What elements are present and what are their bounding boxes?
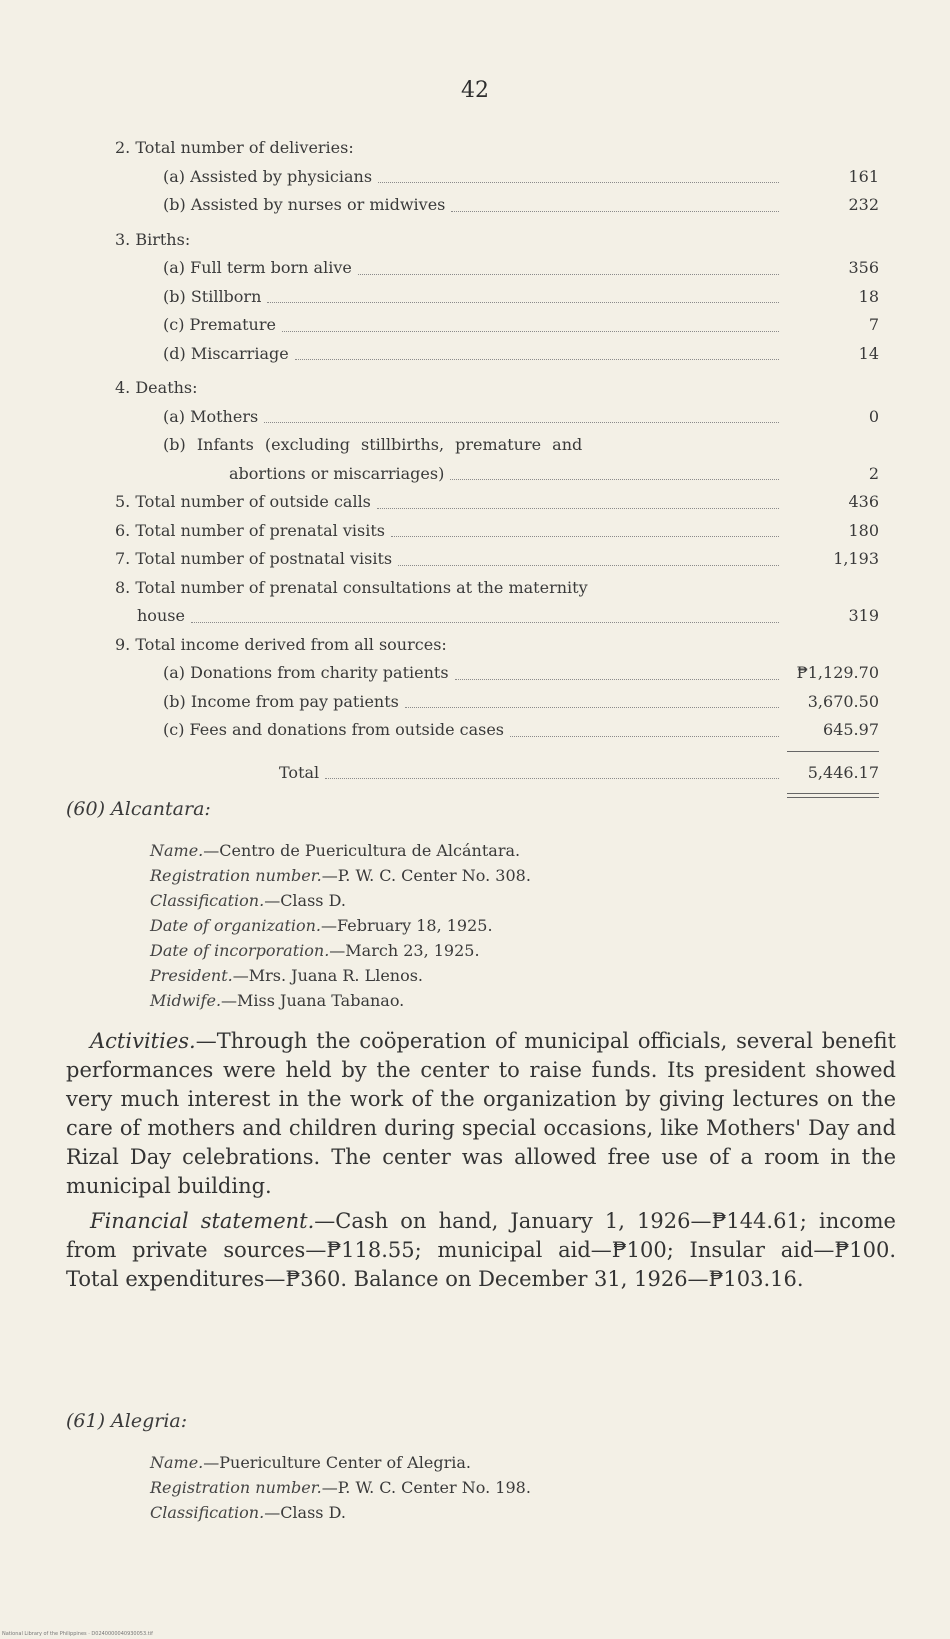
paragraph-text: —Through the coöperation of municipal officials, several benefit performances were held by the center to raise funds. Its president showed very much interest in the work of the organization by giving lectures on the care of mothers and children during special occasions, like Mothers' Day and Rizal Day celebrations. The center was allowed free use of a room in the municipal building. (66, 1029, 896, 1198)
stat-value: 645.97 (823, 720, 879, 739)
stat-label: (b) Stillborn (163, 286, 262, 306)
stat-row (89, 659, 879, 688)
dot-leader (378, 182, 779, 183)
info-value: —P. W. C. Center No. 308. (321, 866, 531, 885)
info-value: —February 18, 1925. (321, 916, 493, 935)
stat-row (89, 602, 879, 631)
statistics-table (89, 134, 879, 801)
stat-label: (c) Fees and donations from outside cases (163, 720, 505, 739)
total-value: 5,446.17 (807, 762, 879, 782)
entry-heading: (60) Alcantara: (66, 798, 211, 820)
stat-row (89, 163, 879, 192)
info-value: —Class D. (264, 891, 346, 910)
info-label: President. (150, 966, 233, 985)
income-heading: 9. Total income derived from all sources: (115, 634, 447, 654)
stat-value: ₱1,129.70 (796, 663, 879, 682)
stat-row (89, 283, 879, 312)
deaths-heading: 4. Deaths: (115, 378, 198, 397)
stat-row (89, 460, 879, 489)
births-heading: 3. Births: (115, 229, 191, 249)
stat-value: 180 (848, 520, 879, 540)
dot-leader (391, 536, 779, 537)
stat-row (89, 403, 879, 432)
stat-row (89, 574, 879, 603)
stat-label: 8. Total number of prenatal consultations at the maternity (115, 577, 588, 597)
dot-leader (455, 679, 779, 680)
info-label: Registration number. (150, 1478, 322, 1497)
info-value: —Mrs. Juana R. Llenos. (232, 966, 424, 985)
stat-row (89, 688, 879, 717)
stat-label: (b) Income from pay patients (163, 691, 399, 711)
stat-row (89, 254, 879, 283)
stat-label: abortions or miscarriages) (229, 463, 445, 483)
info-label: Registration number. (150, 866, 322, 885)
info-line (150, 913, 896, 938)
info-line (150, 963, 896, 988)
stat-value: 319 (848, 606, 879, 625)
entry-info (150, 1450, 896, 1525)
stat-row (89, 374, 879, 403)
dot-leader (358, 274, 779, 275)
info-label: Classification. (150, 1503, 265, 1522)
stat-row (89, 716, 879, 745)
dot-leader (295, 359, 779, 360)
dot-leader (398, 565, 779, 566)
stat-label: (a) Assisted by physicians (163, 166, 373, 186)
stat-value: 1,193 (833, 549, 879, 568)
info-line (150, 838, 896, 863)
stat-label: (d) Miscarriage (163, 343, 289, 363)
dot-leader (264, 422, 779, 423)
stat-row (89, 488, 879, 517)
info-value: —March 23, 1925. (329, 941, 480, 960)
dot-leader (377, 508, 779, 509)
info-value: —Puericulture Center of Alegria. (203, 1453, 471, 1472)
stat-label: 7. Total number of postnatal visits (115, 549, 393, 568)
stat-value: 18 (858, 286, 879, 306)
stat-value: 356 (848, 258, 879, 277)
info-value: —Miss Juana Tabanao. (221, 991, 405, 1010)
stat-value: 436 (848, 492, 879, 511)
stat-row (89, 191, 879, 220)
dot-leader (282, 331, 779, 332)
dot-leader (325, 778, 779, 779)
scan-footer: National Library of the Philippines · D0240000040930053.tif (2, 1631, 153, 1637)
activities-paragraph (66, 1027, 896, 1201)
stat-label: (a) Full term born alive (163, 258, 352, 277)
stat-row (89, 340, 879, 369)
dot-leader (405, 707, 779, 708)
stat-row (89, 226, 879, 255)
stat-value: 0 (868, 406, 879, 426)
stat-label: house (137, 606, 185, 625)
stat-label: (c) Premature (163, 315, 276, 334)
dot-leader (267, 302, 779, 303)
dot-leader (450, 479, 779, 480)
stat-value: 14 (858, 343, 879, 363)
entry-heading: (61) Alegria: (66, 1410, 188, 1432)
stat-value: 2 (868, 463, 879, 483)
stat-row (89, 431, 879, 460)
info-line (150, 1475, 896, 1500)
paragraph-text: —Cash on hand, January 1, 1926—₱144.61; income from private sources—₱118.55; municipal aid—₱100; Insular aid—₱100. Total expenditures—₱360. Balance on December 31, 1926—₱103.16. (66, 1209, 896, 1291)
info-label: Date of incorporation. (150, 941, 330, 960)
info-value: —P. W. C. Center No. 198. (321, 1478, 531, 1497)
deliveries-heading: 2. Total number of deliveries: (115, 138, 354, 157)
stat-label: (b) Infants (excluding stillbirths, premature and (163, 435, 583, 454)
paragraph-label: Activities. (90, 1029, 196, 1053)
stat-value: 161 (848, 166, 879, 186)
stat-label: 5. Total number of outside calls (115, 492, 371, 511)
info-label: Midwife. (150, 991, 222, 1010)
dot-leader (510, 736, 779, 737)
dot-leader (451, 211, 779, 212)
stat-row (89, 631, 879, 660)
stat-value: 7 (868, 315, 879, 334)
info-value: —Class D. (264, 1503, 346, 1522)
info-line (150, 1500, 896, 1525)
entry-alegria (66, 1410, 896, 1525)
stat-value: 3,670.50 (807, 691, 879, 711)
stat-value: 232 (848, 195, 879, 214)
info-label: Name. (150, 841, 204, 860)
stat-label: (a) Mothers (163, 406, 259, 426)
info-line (150, 938, 896, 963)
info-line (150, 863, 896, 888)
page-number: 42 (461, 78, 489, 103)
stat-row (89, 311, 879, 340)
total-rule (89, 745, 879, 759)
info-label: Name. (150, 1453, 204, 1472)
stat-label: (b) Assisted by nurses or midwives (163, 195, 446, 214)
entry-alcantara (66, 798, 896, 1294)
stat-label: (a) Donations from charity patients (163, 663, 449, 682)
stat-row (89, 545, 879, 574)
total-row (89, 759, 879, 788)
info-value: —Centro de Puericultura de Alcántara. (203, 841, 521, 860)
dot-leader (191, 622, 779, 623)
financial-paragraph (66, 1207, 896, 1294)
paragraph-label: Financial statement. (90, 1209, 315, 1233)
entry-info (150, 838, 896, 1013)
info-label: Classification. (150, 891, 265, 910)
total-label: Total (279, 762, 320, 782)
stat-label: 6. Total number of prenatal visits (115, 520, 385, 540)
info-label: Date of organization. (150, 916, 322, 935)
stat-row (89, 134, 879, 163)
info-line (150, 1450, 896, 1475)
info-line (150, 888, 896, 913)
info-line (150, 988, 896, 1013)
stat-row (89, 517, 879, 546)
